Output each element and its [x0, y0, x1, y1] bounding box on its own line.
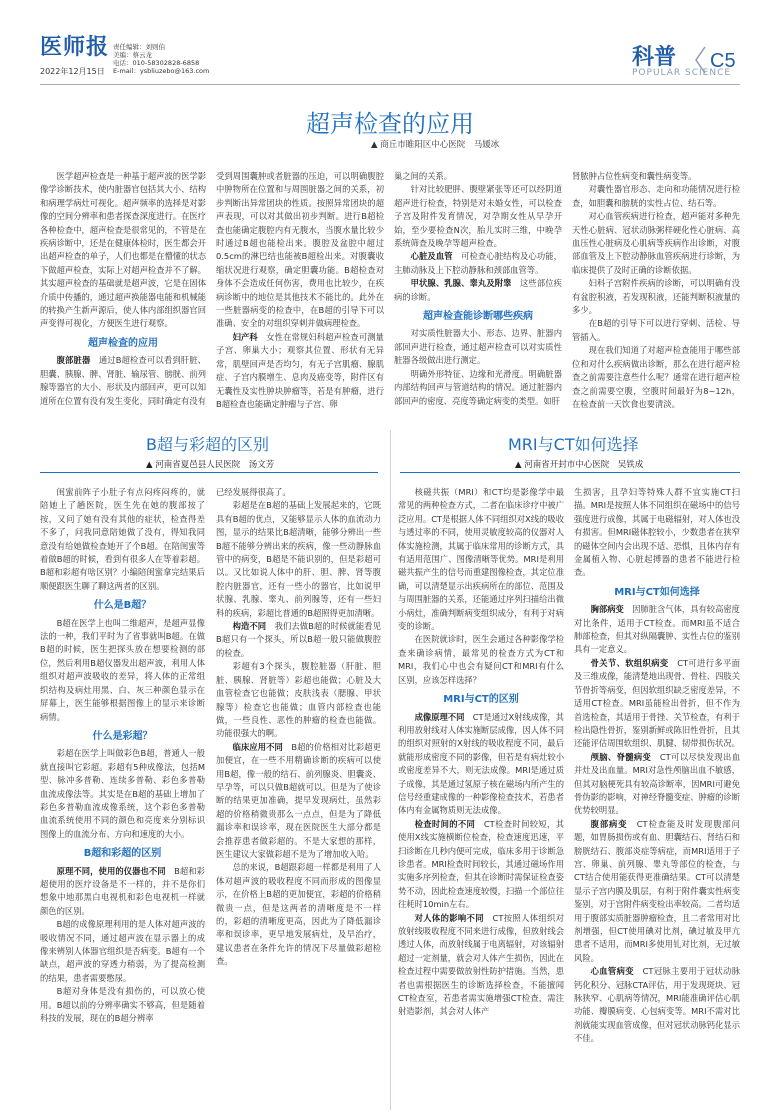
paragraph: 现在我们知道了对超声检查能用于哪些部位和对什么疾病做出诊断，那么在进行超声检查之前需要注意些什么呢？通常在进行超声检查之前需要空腹，空腹时间最好为8~12h，在检查前一天饮食也要清淡。	[572, 345, 740, 409]
article3-byline: ▲ 河南省开封市中心医院 吴铁成	[515, 460, 644, 470]
subheading: B超和彩超的区别	[83, 848, 162, 860]
paragraph: 可检查心脏结构及心功能，主肺动脉及上下腔动静脉和颈部血管等。	[394, 251, 562, 275]
article2-divider	[40, 472, 378, 473]
editor-line: 美编：蔡云龙	[113, 51, 152, 59]
article2-byline: ▲ 河南省夏邑县人民医院 汤文芳	[146, 460, 275, 470]
subheading: MRI与CT的区别	[443, 694, 519, 706]
paragraph: 女性在常规妇科超声检查可测量子宫、卵巢大小；观察其位置、形状有无异常，肌壁回声是否均匀，有无子宫肌瘤、腺肌症、子宫内膜增生、息肉及癌变等，附件区有无囊性及实性肿块肿瘤等，若是有肿瘤，进行B超检查也能确定肿瘤与子宫、卵	[216, 331, 384, 409]
newspaper-logo: 医师报	[40, 34, 110, 60]
paragraph: CT冠脉主要用于冠状动脉钙化积分、冠脉CTA评估，用于发现斑块、冠脉狭窄、心肌病等情况，MRI能准确评估心肌功能、瓣膜病变、心包病变等。MRI不需对比剂就能实现血管成像，但对冠状动脉钙化显示不佳。	[574, 966, 740, 1044]
paragraph: 对囊性器官形态、走向和功能情况进行检查，如胆囊和膀胱的实性占位、结石等。	[572, 184, 740, 208]
bold-lead: 胸部病变	[590, 604, 624, 615]
paragraph: 闺蜜前阵子小肚子有点闷疼闷疼的，就陪她上了趟医院，医生先在她的腹部按了按，又问了她有没有其他的症状，检查得差不多了，问我同意陪她做了没有，得知我同意没有给她做检查她开了个B超。在陪闺蜜等着做B超的时候，看到有很多人在等着彩超。B超和彩超有啥区别？小编陪闺蜜拿完结果后顺便跟医生聊了聊这两者的区别。	[40, 487, 205, 591]
bold-lead: 对人体的影响不同	[414, 912, 484, 923]
bold-lead: 妇产科	[232, 331, 258, 342]
page-header	[0, 0, 780, 86]
paragraph: CT可进行多平面及三维成像，能清楚地出现骨、骨柱、四肢关节骨折等病变，但因软组织缺乏密度差异，不适用CT检查。MRI虽能检出骨折，但不作为首选检查，其适用于骨挫、关节检查，有利于检出隐性骨折，鉴别新鲜或陈旧性骨折，且其还能评估周围软组织、肌腱、韧带损伤状况。	[574, 657, 740, 749]
bold-lead: 原理不同，使用的仪器也不同	[56, 865, 166, 876]
paragraph: 通过B超检查可以看到肝脏、胆囊、胰腺、脾、肾脏、输尿管、膀胱、前列腺等器官的大小、形状及内部回声，更可以知道所在位置有没有发生变化，同时确定有没有	[40, 355, 206, 406]
paragraph: 因肺脏含气体，具有较高密度对比条件，适用于CT检查。而MRI虽不适合肺部检查，但其对纵隔囊肿、实性占位的鉴别具有一定意义。	[574, 604, 740, 655]
paragraph: 核磁共振（MRI）和CT均是影像学中最常见的两种检查方式，二者在临床诊疗中被广泛应用。CT是根据人体不同组织对X线的吸收与透过率的不同，使用灵敏度较高的仪器对人体实施检测，其属于临床常用的诊断方式，具有适用范围广、图像清晰等优势。MRI是利用磁共振产生的信号而重建图像检查，其定位准确，可以清楚显示出疾病所在的部位、范围及与周围脏器的关系，还能通过序列扫描给出微小病灶，准确判断病变组织成分，有利于对病变的诊断。	[398, 487, 564, 632]
subheading: 超声检查的应用	[88, 337, 158, 349]
subheading: MRI与CT如何选择	[614, 586, 700, 598]
editor-line: E-mail：ysbliuzebo@163.com	[113, 67, 210, 75]
subheading: 超声检查能诊断哪些疾病	[423, 311, 533, 323]
paragraph: 已经发展得很高了。	[216, 487, 291, 497]
article2-title: B超与彩超的区别	[146, 435, 269, 454]
header-divider	[40, 84, 740, 85]
bold-lead: 检查时间的不同	[414, 818, 476, 829]
article3-title: MRI与CT如何选择	[508, 435, 639, 454]
article1-column-2	[216, 170, 384, 470]
subheading: 什么是彩超？	[92, 730, 153, 742]
paragraph: 彩超在医学上叫做彩色B超，普通人一般就直接叫它彩超。彩超有5种成像法，包括M型、脉冲多普勒、连续多普勒、彩色多普勒血流成像法等。其实是在B超的基础上增加了彩色多普勒血流成像系统，这个彩色多普勒血流系统使用不同的颜色和亮度来分别标识图像上的血流分布、方向和速度的大小。	[40, 748, 205, 839]
bold-lead: 骨关节、软组织病变	[590, 657, 669, 668]
article-byline: ▲ 商丘市睢阳区中心医院 马媛冰	[371, 140, 500, 150]
chevron-left-icon	[693, 45, 707, 75]
editor-line: 电话：010-58302828-6858	[113, 59, 200, 67]
paragraph: 这些部位疾病的诊断。	[394, 278, 562, 302]
bold-lead: 成像原理不同	[414, 711, 465, 722]
article1-column-1	[40, 170, 206, 470]
paragraph: 对实质性脏器大小、形态、边界、脏器内部回声进行检查，通过超声检查可以对实质性脏器各级做出进行测定。	[394, 328, 562, 366]
paragraph: 生损害，且孕妇等特殊人群不宜实施CT扫描。MRI是按照人体不同组织在磁场中的信号强度进行成像，其属于电磁辐射，对人体也没有损害。但MRI磁体腔较小，少数患者在狭窄的磁体空间内会出现不适、恐惧，且体内存有金属植入物、心脏起搏器的患者不能进行检查。	[574, 487, 740, 578]
paragraph: CT检查时间较短，其使用X线实施横断位检查，检查速度迅速，平扫诊断在几秒内便可完成，临床多用于诊断急诊患者。MRI检查时间较长，其通过磁场作用实施多序列检查，但其在诊断时需保证检查姿势不动，因此检查速度较慢，扫描一个部位往往耗时10min左右。	[398, 818, 564, 910]
paragraph: 妇科子宫附件疾病的诊断，可以明确有没有盆腔积液，若发现积液，还能判断积液量的多少。	[572, 278, 740, 316]
paragraph: B超在医学上也叫二维超声，是超声显像法的一种，我们平时为了省事就叫B超。在做B超的时候，医生把探头放在想要检测的部位，然后利用B超仪器发出超声波，利用人体组织对超声波吸收的差异，将人体的正常组织结构及病灶用黑、白、灰三种颜色显示在屏幕上，医生能够根据图像上的显示来诊断病情。	[40, 617, 205, 722]
paragraph: CT是通过X射线成像，其利用放射线对人体实施断层成像，因人体不同的组织对照射的X射线的吸收程度不同，最后就能形成密度不同的影像，但若是有病灶较小或密度差异不大，则无法成像。MRI是通过质子成像，其是通过氢原子核在磁场内所产生的信号经重建成像的一种影像检查技术，若患者体内有金属物质则无法成像。	[398, 711, 564, 816]
paragraph: 对心血管疾病进行检查，超声能对多种先天性心脏病、冠状动脉粥样硬化性心脏病、高血压性心脏病及心肌病等疾病作出诊断，对腹部血管及上下腔动静脉血管疾病进行诊断，为临床提供了及时正确的诊断依据。	[572, 211, 740, 275]
bold-lead: 腹部脏器	[56, 355, 91, 366]
paragraph: B超的价格相对比彩超更加便宜，在一些不用精确诊断的疾病可以使用B超，像一般的结石、前列腺炎、胆囊炎、早孕等，可以只做B超就可以。但是为了使诊断的结果更加准确，提早发现病灶，虽然彩超的价格稍微贵那么一点点，但是为了降低漏诊率和误诊率，现在医院医生大部分都是会推荐患者做彩超的。不是大家想的那样，医生建议大家做彩超不是为了增加收入哈。	[216, 741, 381, 859]
article2-column-1	[40, 486, 205, 1111]
bold-lead: 甲状腺、乳腺、睾丸及附睾	[410, 278, 512, 289]
article3-divider	[400, 472, 740, 473]
paragraph: 在B超的引导下可以进行穿刺、活检、导管插入。	[572, 318, 740, 342]
paragraph: CT检查能及时发现腹部问题，如胃肠损伤或有血、胆囊结石、肾结石和膀胱结石、腹部炎症等病症，而MRI适用于子宫、卵巢、前列腺、睾丸等部位的检查，与CT结合使用能获得更准确结果。CT可以清楚显示子宫内膜及肌层，有利于附件囊实性病变鉴别，对于宫附件病变检出率较高。二者均适用于腹部实质脏器肿瘤检查，且二者常用对比剂增强，但CT使用碘对比剂，碘过敏及甲亢患者不适用，而MRI多使用钆对比剂，无过敏风险。	[574, 818, 740, 963]
issue-date: 2022年12月15日	[40, 67, 105, 76]
article-title: 超声检查的应用	[306, 110, 474, 138]
paragraph: 彩超有3个探头，腹腔脏器（肝脏、胆脏、胰腺、肾脏等）彩超也能做；心脏及大血管检查它也能做；皮肤浅表（腮腺、甲状腺等）检查它也能做；血管内部检查也能做，一些良性、恶性的肿瘤的检查也能做。功能很强大的啊。	[216, 661, 381, 739]
paragraph: CT按照人体组织对放射线吸收程度不同来进行成像，但放射线会透过人体，而放射线属于电离辐射，对该辐射超过一定剂量，就会对人体产生损伤，因此在检查过程中需要做放射性防护措施。当然，患者也需根据医生的诊断选择检查，不能擅闻CT检查室，若患者需实施增强CT检查，需注射造影剂，其会对人体产	[398, 912, 564, 1017]
bold-lead: 临床应用不同	[232, 741, 283, 752]
article3-column-1	[398, 486, 564, 1111]
paragraph: B超和彩超使用的医疗设备是不一样的，并不是你们想象中地那黑白电视机和彩色电视机一样就颜色的区别。	[40, 865, 205, 916]
bold-lead: 构造不同	[232, 621, 267, 632]
bold-lead: 腹部病变	[590, 818, 628, 829]
article1-column-4	[572, 170, 740, 470]
paragraph: 彩超是在B超的基础上发展起来的，它既具有B超的优点，又能够显示人体的血流动力图，显示的结果比B超清晰，能够分辨出一些B超不能够分辨出来的疾病，像一些动静脉血管中的病变，B超是不能识别的，但是彩超可以。又比如说人体中的肝、胆、脾、肾等腹腔内脏器官，还有一些小的器官，比如说甲状腺、乳腺、睾丸、前列腺等，还有一些妇科的疾病，彩超比普通的B超照得更加清晰。	[216, 500, 381, 618]
page-number: C5	[710, 50, 736, 72]
subheading: 什么是B超？	[93, 600, 152, 612]
article2-column-2	[216, 486, 381, 1111]
section-title: 科普	[632, 45, 677, 70]
paragraph: 巢之间的关系。	[394, 171, 453, 181]
paragraph: 针对比较肥胖、腹壁紧张等还可以经阴道超声进行检查，特别是对未婚女性，可以检查子宫及附件发育情况，对孕期女性从早孕开始，至少要检查N次，胎儿实时三维，中晚孕系统筛查及晚孕等超声检查。	[394, 184, 562, 249]
paragraph: 医学超声检查是一种基于超声波的医学影像学诊断技术，使内脏器官包括其大小、结构和病理学病灶可视化。超声频率的选择是对影像的空间分辨率和患者探查深度进行。在医疗各种检查中，超声检查是很常见的，不管是在疾病诊断中，还是在健康体检时，医生都会开出超声检查的单子，人们也都是在懵懂的状态下做超声检查，实际上对超声检查并不了解。其实超声检查的基础就是超声波，它是在固体介质中传播的，通过超声换能器电能和机械能的转换产生新声源后，使人体内部组织器官回声变得可视化，方便医生进行观察。	[40, 171, 206, 329]
paragraph: B超的成像原理利用的是人体对超声波的吸收情况不同，通过超声波在显示器上的成像来辨别人体器官组织是否病变。B超有一个缺点，超声波的穿透力稍弱，为了提高检测的结果，患者需要憋尿。	[40, 919, 205, 983]
article1-column-3	[394, 170, 562, 470]
paragraph: 明确外形特征、边缘和光滑度。明确脏器内部结构回声与管道结构的情况。通过脏器内部回声的密度、亮度等确定病变的类型。如肝	[394, 368, 562, 406]
paragraph: 总的来说，B超跟彩超一样都是利用了人体对超声波的吸收程度不同而形成的图像显示，在价格上B超的更加便宜，彩超的价格稍微贵一点，但是这两者的清晰度是不一样的，彩超的清晰度更高，因此为了降低漏诊率和误诊率，更早地发展病灶，及早治疗，建议患者在条件允许的情况下尽量做彩超检查。	[216, 862, 381, 967]
paragraph: 受到周围囊肿或者脏器的压迫，可以明确腹腔中肿物所在位置和与周围脏器之间的关系，初步判断出异常团块的性质。按照异常团块的超声表现，可以对其做出初步判断。进行B超检查也能确定腹腔内有无腹水，当腹水量比较少时通过B超也能检出来。腹腔及盆腔中超过0.5cm的淋巴结也能被B超检出来。对腹囊收缩状况进行观察，确定胆囊功能。B超检查对身体不会造成任何伤害，费用也比较少，在疾病诊断中的地位是其他技术不能比的。此外在一些脏器病变的检查中，在B超的引导下可以准确、安全的对组织穿刺并做病理检查。	[216, 171, 384, 329]
paragraph: B超对身体是没有损伤的，可以放心使用。B超以前的分辨率确实不够高，但是随着科技的发展，现在的B超分辨率	[40, 986, 205, 1024]
paragraph: 肾脓肿占位性病变和囊性病变等。	[572, 171, 697, 181]
editor-info	[113, 43, 209, 75]
column-divider	[390, 430, 391, 1110]
section-subtitle: POPULAR SCIENCE	[632, 68, 732, 78]
paragraph: 在医院就诊时，医生会通过各种影像学检查来确诊病情，最常见的检查方式为CT和MRI，我们心中也会有疑问CT和MRI有什么区别，应该怎样选择？	[398, 634, 564, 685]
bold-lead: 颅脑、脊髓病变	[590, 751, 652, 762]
editor-line: 责任编辑：刘则伯	[113, 43, 165, 51]
bold-lead: 心脏及血管	[410, 251, 453, 262]
paragraph: 我们去做B超的时候就能看见B超只有一个探头，所以B超一般只能做腹腔的检查。	[216, 621, 381, 658]
article3-column-2	[574, 486, 740, 1111]
bold-lead: 心血管病变	[590, 966, 634, 977]
paragraph: CT可以尽快发现出血并灶及出血量。MRI对急性颅脑出血不敏感，但其对脑梗死具有较高诊断率，因MRI可避免骨伪影的影响，对神经脊髓变症、肿瘤的诊断优势较明显。	[574, 751, 740, 816]
